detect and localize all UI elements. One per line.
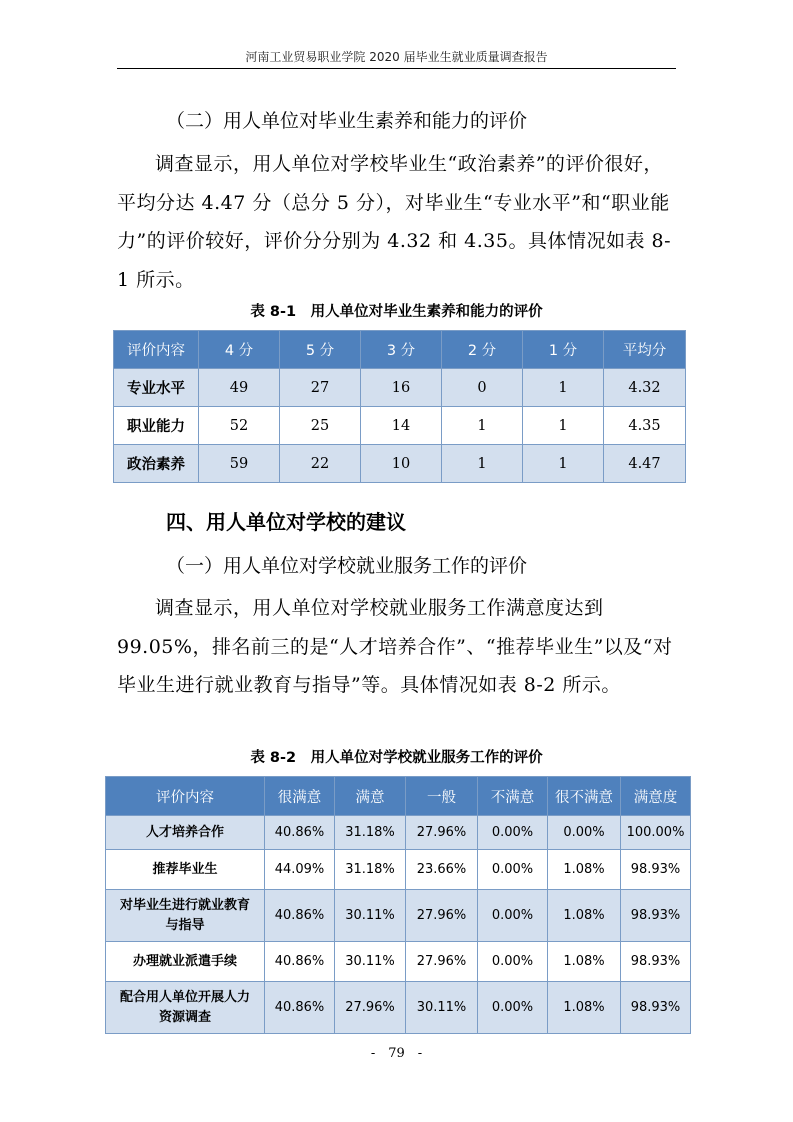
table-cell: 30.11% bbox=[335, 942, 406, 982]
section-heading-service: （一）用人单位对学校就业服务工作的评价 bbox=[166, 555, 528, 577]
table-cell: 40.86% bbox=[265, 816, 335, 850]
table1-caption: 表 8-1 用人单位对毕业生素养和能力的评价 bbox=[250, 304, 543, 320]
table-cell: 30.11% bbox=[406, 982, 478, 1034]
paragraph-quality-evaluation: 调查显示，用人单位对学校毕业生“政治素养”的评价很好，平均分达 4.47 分（总分 5 分），对毕业生“专业水平”和“职业能力”的评价较好，评价分分别为 4.32 和 4.35。具体情况如表 8-1 所示。 bbox=[117, 153, 671, 291]
table-cell: 0.00% bbox=[548, 816, 621, 850]
table-header-row bbox=[114, 331, 686, 369]
table-cell: 1 bbox=[523, 369, 604, 407]
table-cell: 4.35 bbox=[604, 407, 686, 445]
column-header: 4 分 bbox=[199, 331, 280, 369]
table-cell: 27.96% bbox=[335, 982, 406, 1034]
row-label: 专业水平 bbox=[114, 369, 199, 407]
paragraph-service-evaluation: 调查显示，用人单位对学校就业服务工作满意度达到 99.05%，排名前三的是“人才培养合作”、“推荐毕业生”以及“对毕业生进行就业教育与指导”等。具体情况如表 8-2 所示。 bbox=[117, 597, 673, 696]
table-cell: 1.08% bbox=[548, 982, 621, 1034]
table-cell: 44.09% bbox=[265, 850, 335, 890]
table-cell: 59 bbox=[199, 445, 280, 483]
table-cell: 25 bbox=[280, 407, 361, 445]
table-cell: 40.86% bbox=[265, 942, 335, 982]
row-label: 配合用人单位开展人力资源调查 bbox=[106, 982, 265, 1034]
column-header: 2 分 bbox=[442, 331, 523, 369]
table-header-row bbox=[106, 777, 691, 816]
table-cell: 10 bbox=[361, 445, 442, 483]
column-header: 一般 bbox=[406, 777, 478, 816]
column-header: 3 分 bbox=[361, 331, 442, 369]
table-cell: 1 bbox=[523, 407, 604, 445]
table-cell: 31.18% bbox=[335, 816, 406, 850]
table-cell: 31.18% bbox=[335, 850, 406, 890]
table-cell: 40.86% bbox=[265, 890, 335, 942]
table-cell: 27.96% bbox=[406, 816, 478, 850]
table-cell: 1.08% bbox=[548, 890, 621, 942]
table-cell: 14 bbox=[361, 407, 442, 445]
service-evaluation-table bbox=[105, 776, 691, 1034]
row-label: 政治素养 bbox=[114, 445, 199, 483]
row-label: 办理就业派遣手续 bbox=[106, 942, 265, 982]
row-label: 人才培养合作 bbox=[106, 816, 265, 850]
column-header: 5 分 bbox=[280, 331, 361, 369]
row-label: 对毕业生进行就业教育与指导 bbox=[106, 890, 265, 942]
column-header: 评价内容 bbox=[114, 331, 199, 369]
row-label: 职业能力 bbox=[114, 407, 199, 445]
table-cell: 30.11% bbox=[335, 890, 406, 942]
quality-evaluation-table bbox=[113, 330, 686, 483]
table-row bbox=[114, 407, 686, 445]
column-header: 评价内容 bbox=[106, 777, 265, 816]
table-cell: 1 bbox=[442, 445, 523, 483]
table2-caption: 表 8-2 用人单位对学校就业服务工作的评价 bbox=[250, 750, 543, 766]
table-cell: 98.93% bbox=[621, 982, 691, 1034]
column-header: 不满意 bbox=[478, 777, 548, 816]
table-cell: 49 bbox=[199, 369, 280, 407]
table-cell: 100.00% bbox=[621, 816, 691, 850]
table-cell: 22 bbox=[280, 445, 361, 483]
table-cell: 1 bbox=[523, 445, 604, 483]
table-row bbox=[114, 445, 686, 483]
table-cell: 0.00% bbox=[478, 816, 548, 850]
table-cell: 98.93% bbox=[621, 890, 691, 942]
running-header: 河南工业贸易职业学院 2020 届毕业生就业质量调查报告 bbox=[117, 40, 676, 69]
table-row bbox=[106, 850, 691, 890]
column-header: 平均分 bbox=[604, 331, 686, 369]
table-cell: 27.96% bbox=[406, 890, 478, 942]
column-header: 满意度 bbox=[621, 777, 691, 816]
table-cell: 40.86% bbox=[265, 982, 335, 1034]
table-cell: 0.00% bbox=[478, 850, 548, 890]
table-row bbox=[106, 982, 691, 1034]
table-cell: 0.00% bbox=[478, 890, 548, 942]
table-row bbox=[114, 369, 686, 407]
table-cell: 1.08% bbox=[548, 942, 621, 982]
table-cell: 0.00% bbox=[478, 942, 548, 982]
table-cell: 52 bbox=[199, 407, 280, 445]
table-cell: 98.93% bbox=[621, 942, 691, 982]
table-cell: 1.08% bbox=[548, 850, 621, 890]
table-cell: 0.00% bbox=[478, 982, 548, 1034]
table-cell: 4.47 bbox=[604, 445, 686, 483]
table-cell: 27 bbox=[280, 369, 361, 407]
table-cell: 4.32 bbox=[604, 369, 686, 407]
table-cell: 0 bbox=[442, 369, 523, 407]
chapter-heading-suggestions: 四、用人单位对学校的建议 bbox=[166, 510, 406, 534]
table-cell: 1 bbox=[442, 407, 523, 445]
column-header: 满意 bbox=[335, 777, 406, 816]
column-header: 很满意 bbox=[265, 777, 335, 816]
table-row bbox=[106, 942, 691, 982]
table-cell: 23.66% bbox=[406, 850, 478, 890]
table-cell: 27.96% bbox=[406, 942, 478, 982]
page-number: - 79 - bbox=[370, 1046, 423, 1061]
row-label: 推荐毕业生 bbox=[106, 850, 265, 890]
table-row bbox=[106, 890, 691, 942]
column-header: 1 分 bbox=[523, 331, 604, 369]
column-header: 很不满意 bbox=[548, 777, 621, 816]
section-heading-quality: （二）用人单位对毕业生素养和能力的评价 bbox=[166, 110, 528, 132]
table-cell: 16 bbox=[361, 369, 442, 407]
table-row bbox=[106, 816, 691, 850]
table-cell: 98.93% bbox=[621, 850, 691, 890]
